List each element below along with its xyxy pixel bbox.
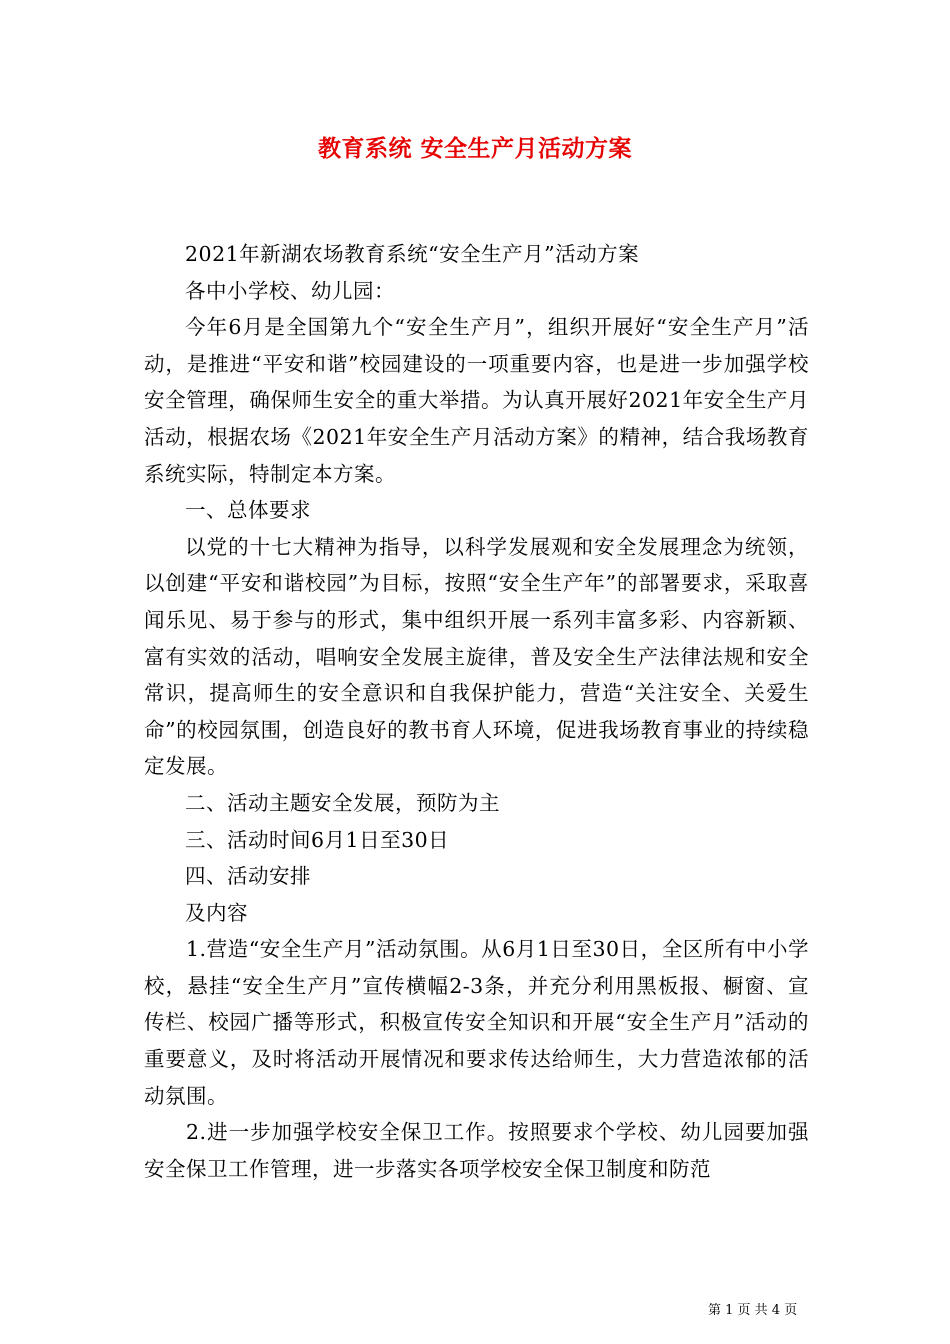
- paragraph-item-1: 1.营造“安全生产月”活动氛围。从6月1日至30日，全区所有中小学校，悬挂“安全生产月”宣传横幅2-3条，并充分利用黑板报、橱窗、宣传栏、校园广播等形式，积极宣传安全知识和开展“安全生产月”活动的重要意义，及时将活动开展情况和要求传达给师生，大力营造浓郁的活动氛围。: [144, 937, 809, 1108]
- paragraph-salutation: 各中小学校、幼儿园：: [185, 278, 395, 303]
- document-body: [144, 236, 809, 1187]
- section-heading-activity-arrangement: 四、活动安排: [185, 864, 311, 889]
- section-heading-activity-time: 三、活动时间6月1日至30日: [185, 827, 450, 852]
- section-heading-content: 及内容: [185, 900, 248, 925]
- paragraph-item-2: 2.进一步加强学校安全保卫工作。按照要求个学校、幼儿园要加强安全保卫工作管理，进一步落实各项学校安全保卫制度和防范: [144, 1120, 809, 1181]
- section-heading-general-requirements: 一、总体要求: [185, 498, 311, 523]
- paragraph-intro: 今年6月是全国第九个“安全生产月”，组织开展好“安全生产月”活动，是推进“平安和谐”校园建设的一项重要内容，也是进一步加强学校安全管理，确保师生安全的重大举措。为认真开展好2021年安全生产月活动，根据农场《2021年安全生产月活动方案》的精神，结合我场教育系统实际，特制定本方案。: [144, 315, 809, 486]
- document-title: 教育系统 安全生产月活动方案: [317, 135, 632, 162]
- paragraph-subtitle: 2021年新湖农场教育系统“安全生产月”活动方案: [185, 242, 640, 266]
- paragraph-general-requirements: 以党的十七大精神为指导，以科学发展观和安全发展理念为统领，以创建“平安和谐校园”为目标，按照“安全生产年”的部署要求，采取喜闻乐见、易于参与的形式，集中组织开展一系列丰富多彩、内容新颖、富有实效的活动，唱响安全发展主旋律，普及安全生产法律法规和安全常识，提高师生的安全意识和自我保护能力，营造“关注安全、关爱生命”的校园氛围，创造良好的教书育人环境，促进我场教育事业的持续稳定发展。: [144, 534, 809, 779]
- page-number-footer: 第 1 页 共 4 页: [708, 1303, 798, 1318]
- section-heading-activity-theme: 二、活动主题安全发展，预防为主: [185, 790, 500, 815]
